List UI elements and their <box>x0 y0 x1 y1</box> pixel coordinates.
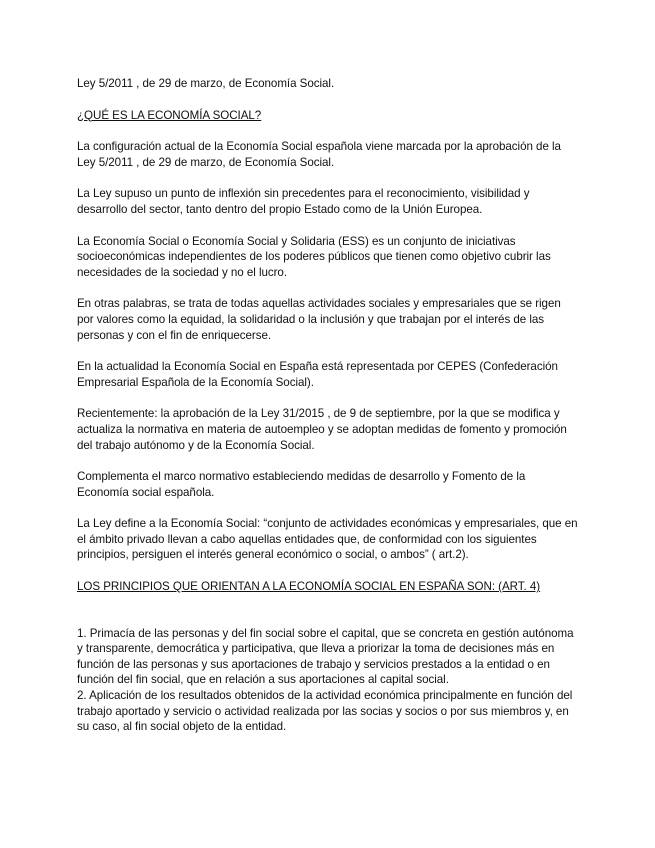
paragraph: La Economía Social o Economía Social y Solidaria (ESS) es un conjunto de iniciativas socioeconómicas independientes de los poderes públicos que tienen como objetivo cubrir las necesidades de la sociedad y no el lucro. <box>77 234 551 279</box>
section-heading-principles: LOS PRINCIPIOS QUE ORIENTAN A LA ECONOMÍA SOCIAL EN ESPAÑA SON: (ART. 4) <box>77 580 541 594</box>
law-title-line: Ley 5/2011 , de 29 de marzo, de Economía Social. <box>77 77 335 90</box>
section-heading-what-is: ¿QUÉ ES LA ECONOMÍA SOCIAL? <box>77 108 262 122</box>
spacer <box>77 611 579 626</box>
document-body <box>77 76 579 735</box>
paragraph: En la actualidad la Economía Social en España está representada por CEPES (Confederación Empresarial Española de la Economía Social). <box>77 360 558 389</box>
paragraph: La Ley define a la Economía Social: “conjunto de actividades económicas y empresariales, que en el ámbito privado llevan a cabo aquellas entidades que, de conformidad con los siguientes principios, persiguen el interés general económico o social, o ambos” ( art.2). <box>77 517 578 562</box>
principle-item: 2. Aplicación de los resultados obtenidos de la actividad económica principalmente en función del trabajo aportado y servicio o actividad realizada por las socias y socios o por sus miembros y, en su caso, al fin social objeto de la entidad. <box>77 689 573 734</box>
paragraph: Recientemente: la aprobación de la Ley 31/2015 , de 9 de septiembre, por la que se modifica y actualiza la normativa en materia de autoempleo y se adoptan medidas de fomento y promoción del trabajo autónomo y de la Economía Social. <box>77 407 567 452</box>
paragraph: Complementa el marco normativo estableciendo medidas de desarrollo y Fomento de la Economía social española. <box>77 470 526 499</box>
paragraph: En otras palabras, se trata de todas aquellas actividades sociales y empresariales que se rigen por valores como la equidad, la solidaridad o la inclusión y que trabajan por el interés de las personas y con el fin de enriquecerse. <box>77 297 561 342</box>
paragraph: La configuración actual de la Economía Social española viene marcada por la aprobación de la Ley 5/2011 , de 29 de marzo, de Economía Social. <box>77 140 561 169</box>
paragraph: La Ley supuso un punto de inflexión sin precedentes para el reconocimiento, visibilidad y desarrollo del sector, tanto dentro del propio Estado como de la Unión Europea. <box>77 187 530 216</box>
principle-item: 1. Primacía de las personas y del fin social sobre el capital, que se concreta en gestión autónoma y transparente, democrática y participativa, que lleva a priorizar la toma de decisiones más en función de las personas y sus aportaciones de trabajo y servicios prestados a la entidad o en función del fin social, que en relación a sus aportaciones al capital social. <box>77 626 574 687</box>
